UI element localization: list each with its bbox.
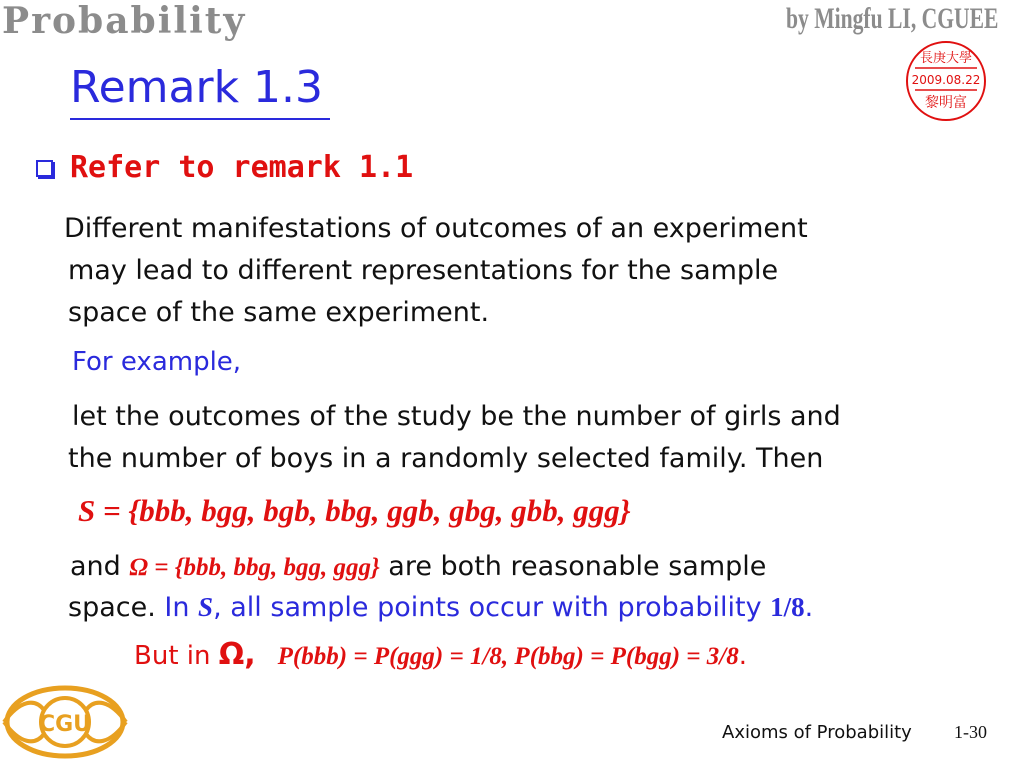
para1-line2: may lead to different representations for the sample (68, 255, 779, 286)
cgu-logo (0, 680, 130, 762)
line-but (134, 634, 747, 678)
omega-set-formula: Ω = {bbb, bbg, bgg, ggg} (129, 554, 380, 581)
line-and-suffix: are both reasonable sample (379, 551, 767, 582)
slide-title: Remark 1.3 (70, 62, 324, 113)
para2-line1: let the outcomes of the study be the number of girls and (72, 401, 841, 432)
para1-line3: space of the same experiment. (68, 297, 490, 328)
line-but-prefix: But in (134, 641, 219, 671)
page-number: 1-30 (954, 722, 987, 742)
line-and-prefix: and (70, 551, 130, 582)
logo-letters: CGU (38, 712, 92, 737)
university-seal (905, 40, 987, 122)
line-but-dot: . (738, 641, 747, 671)
header-author-label: by Mingfu LI, CGUEE (786, 2, 999, 35)
line-space-prob: 1/8 (770, 592, 805, 622)
for-example-label: For example, (72, 347, 242, 377)
line-space-prefix: space. (68, 592, 165, 623)
seal-line3: 黎明富 (925, 95, 967, 111)
square-bullet-icon (36, 160, 53, 177)
line-space (68, 586, 813, 629)
seal-line2: 2009.08.22 (911, 73, 981, 87)
line-and (70, 546, 766, 589)
probability-formula: P(bbb) = P(ggg) = 1/8, P(bbg) = P(bgg) = 3/8 (277, 643, 739, 670)
title-underline (70, 118, 330, 120)
sample-space-S-formula: S = {bbb, bgg, bgb, bbg, ggb, gbg, gbb, ggg} (78, 493, 631, 528)
line-space-in: In (164, 592, 199, 623)
seal-line1: 長庚大學 (919, 51, 973, 66)
para2-line2: the number of boys in a randomly selected family. Then (68, 443, 824, 474)
footer-label: Axioms of Probability (722, 722, 912, 743)
para1-line1: Different manifestations of outcomes of an experiment (64, 213, 808, 244)
line-space-dot: . (804, 592, 814, 623)
line-space-S: S (198, 592, 214, 622)
line-but-omega: Ω, (218, 637, 256, 672)
line-space-rest: , all sample points occur with probability (213, 592, 771, 623)
slide-subtitle: Refer to remark 1.1 (70, 150, 414, 185)
header-course-label: Probability (2, 0, 247, 42)
